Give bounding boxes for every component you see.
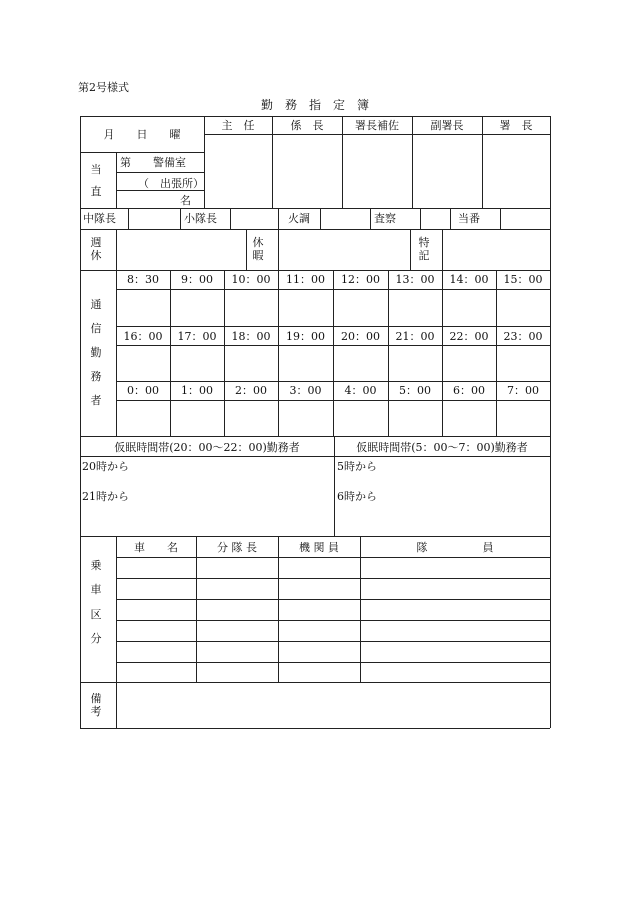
grid-line: [116, 599, 550, 600]
grid-line: [224, 270, 225, 436]
date-label: 月 日 曜: [103, 128, 181, 141]
grid-line: [180, 208, 181, 229]
leave-label-2: 暇: [252, 249, 264, 262]
grid-line: [80, 536, 550, 537]
comm-side-label-2: 信: [90, 322, 102, 335]
duty-side-label-2: 直: [90, 185, 102, 198]
comm-time-label: 11：00: [286, 273, 325, 286]
grid-line: [246, 229, 247, 270]
vehicle-side-label-4: 分: [90, 632, 102, 645]
comm-time-label: 3：00: [289, 384, 322, 397]
comm-time-label: 9：00: [181, 273, 213, 286]
comm-time-label: 0：00: [127, 384, 159, 397]
grid-line: [80, 456, 550, 457]
grid-line: [550, 116, 551, 728]
nap-right-line2: 6時から: [337, 490, 377, 503]
grid-line: [116, 536, 117, 728]
grid-line: [333, 270, 334, 436]
grid-line: [410, 229, 411, 270]
approval-section-head: 係 長: [290, 119, 324, 132]
grid-line: [116, 229, 117, 270]
comm-time-label: 21：00: [395, 330, 435, 343]
grid-line: [116, 400, 550, 401]
grid-line: [320, 208, 321, 229]
comm-time-label: 5：00: [399, 384, 431, 397]
grid-line: [80, 682, 550, 683]
grid-line: [80, 208, 550, 209]
grid-line: [450, 208, 451, 229]
staff-on-duty: 当番: [458, 212, 480, 225]
comm-side-label-3: 勤: [90, 346, 102, 359]
grid-line: [442, 270, 443, 436]
grid-line: [128, 208, 129, 229]
grid-line: [116, 289, 550, 290]
comm-time-label: 13：00: [395, 273, 435, 286]
form-title: 勤 務 指 定 簿: [260, 98, 369, 112]
approval-deputy-chief: 副署長: [430, 119, 464, 132]
weekly-off-label-2: 休: [90, 249, 102, 262]
grid-line: [278, 229, 279, 270]
comm-side-label-5: 者: [90, 394, 102, 407]
grid-line: [230, 208, 231, 229]
grid-line: [116, 641, 550, 642]
grid-line: [370, 208, 371, 229]
grid-line: [80, 116, 550, 117]
comm-time-label: 7：00: [507, 384, 539, 397]
remarks-side-label-1: 備: [90, 692, 102, 705]
grid-line: [278, 270, 279, 436]
form-number: 第2号様式: [78, 81, 129, 94]
special-label-2: 記: [418, 249, 430, 262]
vehicle-side-label-2: 車: [90, 583, 102, 596]
duty-room-line1: 第 警備室: [120, 156, 186, 169]
comm-time-label: 17：00: [177, 330, 217, 343]
grid-line: [420, 208, 421, 229]
duty-room-line3: 名: [180, 194, 191, 207]
vehicle-header-engineer: 機 関 員: [299, 541, 339, 554]
remarks-side-label-2: 考: [90, 705, 102, 718]
nap-left-line1: 20時から: [82, 460, 129, 473]
comm-time-label: 19：00: [286, 330, 325, 343]
grid-line: [496, 270, 497, 436]
grid-line: [116, 172, 204, 173]
grid-line: [388, 270, 389, 436]
grid-line: [80, 270, 550, 271]
comm-time-label: 18：00: [231, 330, 271, 343]
special-label-1: 特: [418, 236, 430, 249]
comm-time-label: 8：30: [127, 273, 159, 286]
staff-company-leader: 中隊長: [83, 212, 116, 225]
comm-time-label: 10：00: [231, 273, 271, 286]
approval-station-chief: 署 長: [499, 119, 533, 132]
grid-line: [116, 662, 550, 663]
comm-time-label: 15：00: [503, 273, 543, 286]
approval-chief: 主 任: [221, 119, 255, 132]
duty-side-label-1: 当: [90, 163, 102, 176]
grid-line: [116, 578, 550, 579]
comm-time-label: 14：00: [449, 273, 489, 286]
staff-inspection: 査察: [374, 212, 396, 225]
weekly-off-label-1: 週: [90, 236, 102, 249]
grid-line: [116, 381, 550, 382]
vehicle-header-squad-leader: 分 隊 長: [217, 541, 257, 554]
grid-line: [80, 229, 550, 230]
grid-line: [116, 326, 550, 327]
approval-deputy-assistant: 署長補佐: [355, 119, 399, 132]
duty-room-line2: （ 出張所）: [138, 177, 204, 190]
grid-line: [500, 208, 501, 229]
comm-time-label: 1：00: [181, 384, 213, 397]
grid-line: [278, 208, 279, 229]
vehicle-side-label-1: 乗: [90, 559, 102, 572]
grid-line: [116, 345, 550, 346]
nap-left-header: 仮眠時間帯(20：00〜22：00)勤務者: [114, 441, 300, 454]
comm-time-label: 4：00: [344, 384, 377, 397]
staff-platoon-leader: 小隊長: [184, 212, 217, 225]
comm-time-label: 23：00: [503, 330, 543, 343]
comm-side-label-1: 通: [90, 298, 102, 311]
comm-time-label: 20：00: [341, 330, 380, 343]
nap-right-line1: 5時から: [337, 460, 377, 473]
grid-line: [116, 620, 550, 621]
leave-label-1: 休: [252, 236, 264, 249]
vehicle-header-car: 車 名: [134, 541, 178, 554]
grid-line: [80, 728, 550, 729]
grid-line: [116, 152, 117, 208]
nap-right-header: 仮眠時間帯(5：00〜7：00)勤務者: [356, 441, 528, 454]
grid-line: [204, 134, 550, 135]
vehicle-header-members: 隊 員: [416, 541, 494, 554]
comm-time-label: 12：00: [341, 273, 380, 286]
grid-line: [80, 436, 550, 437]
comm-time-label: 2：00: [235, 384, 267, 397]
grid-line: [170, 270, 171, 436]
vehicle-side-label-3: 区: [90, 608, 102, 621]
nap-left-line2: 21時から: [82, 490, 129, 503]
grid-line: [116, 557, 550, 558]
comm-time-label: 6：00: [453, 384, 485, 397]
staff-fire-investigation: 火調: [288, 212, 310, 225]
comm-time-label: 16：00: [123, 330, 163, 343]
grid-line: [116, 270, 117, 436]
comm-time-label: 22：00: [449, 330, 489, 343]
comm-side-label-4: 務: [90, 370, 102, 383]
grid-line: [80, 152, 204, 153]
grid-line: [442, 229, 443, 270]
